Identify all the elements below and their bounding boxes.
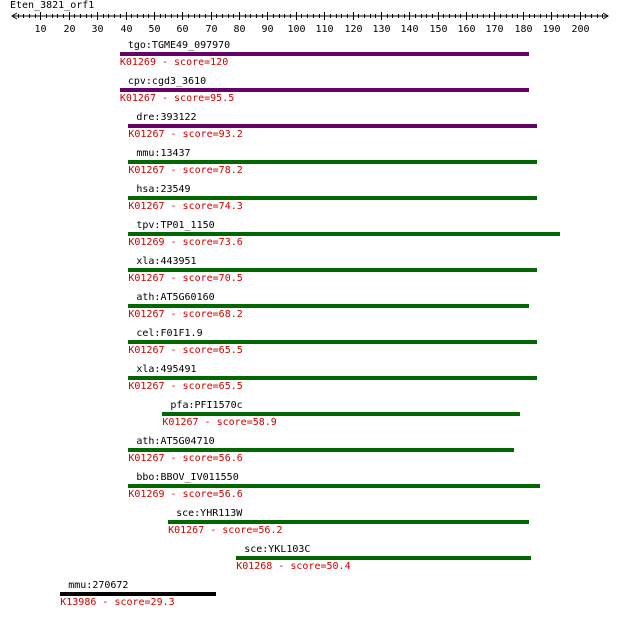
hit-alignment-bar[interactable] bbox=[128, 340, 537, 344]
ruler-tick-label: 50 bbox=[148, 24, 161, 35]
ruler-tick-label: 180 bbox=[514, 24, 533, 35]
hit-ko-score[interactable]: K01267 - score=70.5 bbox=[128, 273, 243, 284]
hit-ko-score[interactable]: K01267 - score=65.5 bbox=[128, 345, 243, 356]
hit-alignment-bar[interactable] bbox=[120, 88, 529, 92]
hit-gene-label[interactable]: mmu:13437 bbox=[136, 148, 191, 159]
ruler-tick-label: 160 bbox=[457, 24, 476, 35]
hit-alignment-bar[interactable] bbox=[236, 556, 531, 560]
hit-ko-score[interactable]: K01268 - score=50.4 bbox=[236, 561, 351, 572]
ruler-tick-label: 120 bbox=[344, 24, 363, 35]
position-ruler bbox=[0, 0, 620, 40]
hit-gene-label[interactable]: hsa:23549 bbox=[136, 184, 191, 195]
hit-gene-label[interactable]: cpv:cgd3_3610 bbox=[127, 76, 207, 87]
hit-gene-label[interactable]: ath:AT5G60160 bbox=[136, 292, 215, 303]
hit-alignment-bar[interactable] bbox=[168, 520, 528, 524]
hit-gene-label[interactable]: ath:AT5G04710 bbox=[136, 436, 215, 447]
hit-ko-score[interactable]: K01267 - score=56.2 bbox=[168, 525, 283, 536]
hit-alignment-bar[interactable] bbox=[128, 376, 537, 380]
hit-gene-label[interactable]: tpv:TP01_1150 bbox=[136, 220, 215, 231]
hit-ko-score[interactable]: K01267 - score=78.2 bbox=[128, 165, 243, 176]
hit-alignment-bar[interactable] bbox=[120, 52, 529, 56]
ruler-tick-label: 110 bbox=[315, 24, 334, 35]
hit-ko-score[interactable]: K01267 - score=56.6 bbox=[128, 453, 243, 464]
hit-alignment-bar[interactable] bbox=[128, 124, 537, 128]
hit-alignment-bar[interactable] bbox=[128, 304, 528, 308]
hit-gene-label[interactable]: cel:F01F1.9 bbox=[136, 328, 203, 339]
hit-ko-score[interactable]: K01267 - score=93.2 bbox=[128, 129, 243, 140]
hit-ko-score[interactable]: K01269 - score=120 bbox=[119, 57, 229, 68]
ruler-tick-label: 20 bbox=[63, 24, 76, 35]
ruler-tick-label: 80 bbox=[233, 24, 246, 35]
hit-ko-score[interactable]: K01267 - score=74.3 bbox=[128, 201, 243, 212]
hit-alignment-bar[interactable] bbox=[128, 196, 537, 200]
ruler-tick-label: 90 bbox=[261, 24, 274, 35]
hit-alignment-bar[interactable] bbox=[128, 448, 514, 452]
hit-alignment-bar[interactable] bbox=[128, 232, 559, 236]
hit-gene-label[interactable]: sce:YHR113W bbox=[176, 508, 243, 519]
hit-gene-label[interactable]: xla:443951 bbox=[136, 256, 197, 267]
hit-ko-score[interactable]: K01269 - score=56.6 bbox=[128, 489, 243, 500]
hit-ko-score[interactable]: K01267 - score=95.5 bbox=[119, 93, 235, 104]
hit-gene-label[interactable]: mmu:270672 bbox=[68, 580, 129, 591]
ruler-tick-label: 60 bbox=[176, 24, 189, 35]
query-title: Eten_3821_orf1 bbox=[10, 0, 95, 11]
ruler-tick-label: 100 bbox=[287, 24, 306, 35]
hit-ko-score[interactable]: K01269 - score=73.6 bbox=[128, 237, 243, 248]
hit-gene-label[interactable]: bbo:BBOV_IV011550 bbox=[136, 472, 239, 483]
ruler-tick-label: 10 bbox=[34, 24, 47, 35]
hit-gene-label[interactable]: sce:YKL103C bbox=[244, 544, 311, 555]
hit-gene-label[interactable]: xla:495491 bbox=[136, 364, 197, 375]
ruler-tick-label: 150 bbox=[429, 24, 448, 35]
hit-gene-label[interactable]: pfa:PFI1570c bbox=[170, 400, 243, 411]
ruler-tick-label: 170 bbox=[485, 24, 504, 35]
ruler-tick-label: 190 bbox=[542, 24, 561, 35]
ruler-tick-label: 140 bbox=[400, 24, 419, 35]
ruler-tick-label: 130 bbox=[372, 24, 391, 35]
hit-alignment-bar[interactable] bbox=[162, 412, 520, 416]
hit-ko-score[interactable]: K01267 - score=58.9 bbox=[162, 417, 277, 428]
ruler-tick-label: 30 bbox=[91, 24, 104, 35]
hit-alignment-bar[interactable] bbox=[128, 268, 537, 272]
hit-alignment-bar[interactable] bbox=[60, 592, 216, 596]
ruler-tick-label: 40 bbox=[120, 24, 133, 35]
hit-alignment-bar[interactable] bbox=[128, 484, 540, 488]
ruler-tick-label: 70 bbox=[205, 24, 218, 35]
hit-ko-score[interactable]: K01267 - score=68.2 bbox=[128, 309, 243, 320]
hit-ko-score[interactable]: K13986 - score=29.3 bbox=[60, 597, 175, 608]
ruler-tick-label: 200 bbox=[571, 24, 590, 35]
hit-gene-label[interactable]: dre:393122 bbox=[136, 112, 197, 123]
hit-ko-score[interactable]: K01267 - score=65.5 bbox=[128, 381, 243, 392]
hit-gene-label[interactable]: tgo:TGME49_097970 bbox=[127, 40, 231, 51]
hit-alignment-bar[interactable] bbox=[128, 160, 537, 164]
